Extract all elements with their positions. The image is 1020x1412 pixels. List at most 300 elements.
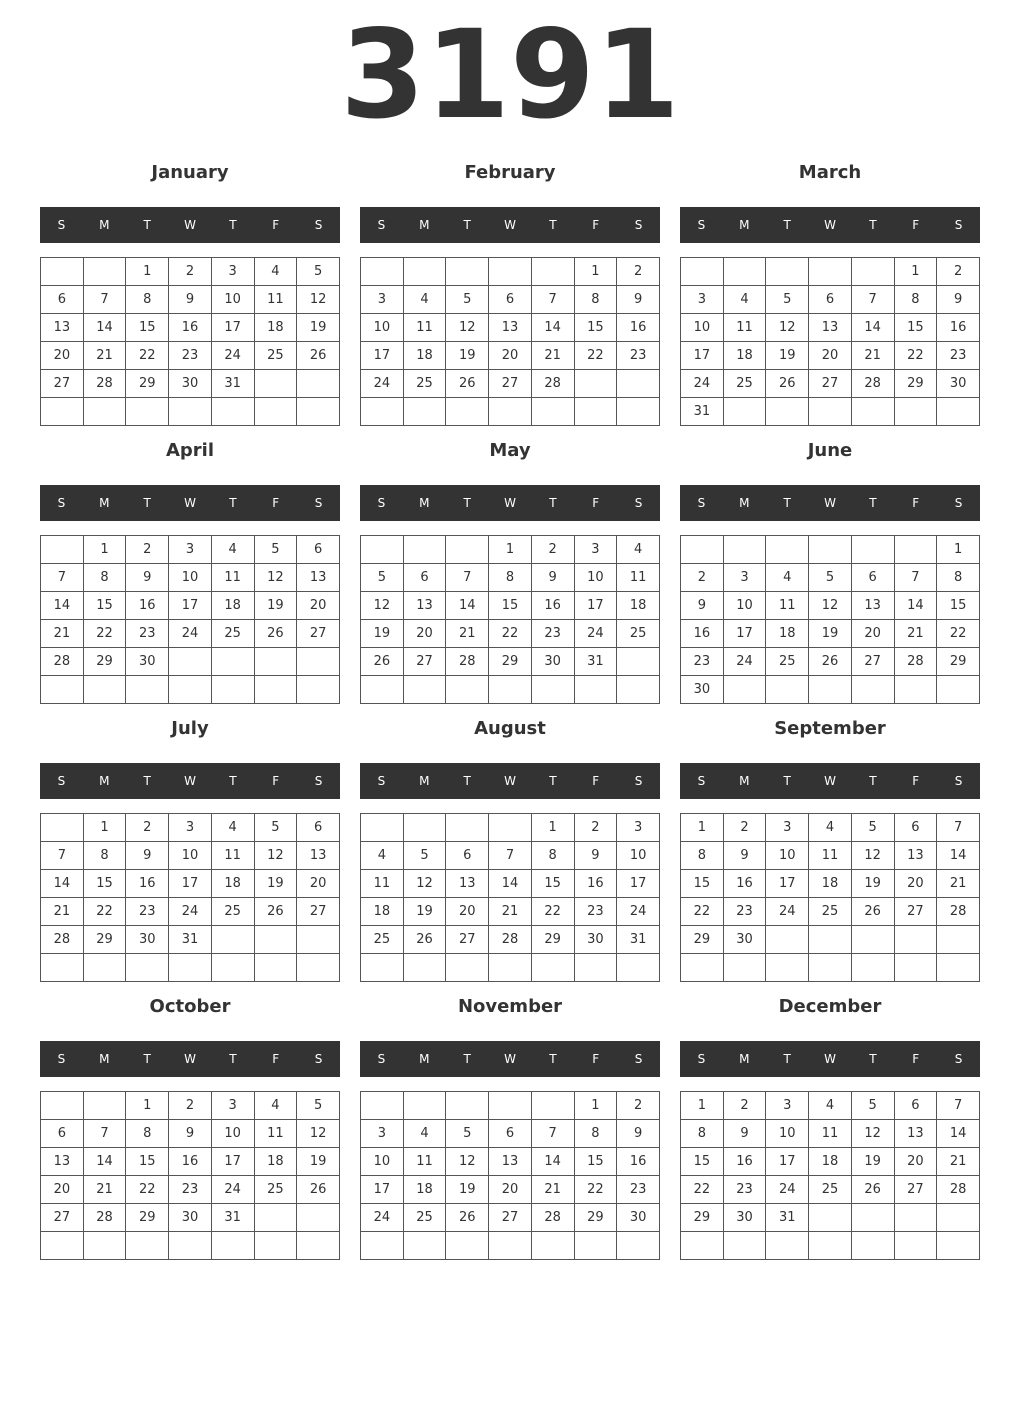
week-row	[361, 370, 660, 398]
day-cell: 25	[211, 898, 254, 926]
day-cell: 28	[851, 370, 894, 398]
day-cell: 25	[403, 370, 446, 398]
day-cell: 10	[211, 286, 254, 314]
day-cell: 15	[489, 592, 532, 620]
day-cell: 5	[766, 286, 809, 314]
day-cell	[617, 676, 660, 704]
day-cell: 12	[297, 1120, 340, 1148]
weekday-label: T	[783, 774, 791, 788]
day-cell: 4	[254, 258, 297, 286]
weekday-label: T	[869, 774, 877, 788]
week-row	[681, 648, 980, 676]
day-cell: 8	[126, 286, 169, 314]
day-cell	[41, 1232, 84, 1260]
week-row	[681, 592, 980, 620]
week-row	[41, 1148, 340, 1176]
day-cell: 20	[894, 870, 937, 898]
week-row	[361, 536, 660, 564]
day-cell: 8	[83, 564, 126, 592]
week-row	[41, 536, 340, 564]
day-cell: 24	[211, 342, 254, 370]
day-cell	[809, 1232, 852, 1260]
day-grid	[360, 1091, 660, 1260]
day-grid	[680, 535, 980, 704]
day-cell	[894, 676, 937, 704]
day-cell	[574, 1232, 617, 1260]
day-cell	[297, 1232, 340, 1260]
day-cell	[446, 954, 489, 982]
day-cell: 5	[446, 286, 489, 314]
day-cell: 8	[681, 1120, 724, 1148]
weekday-label: T	[143, 1052, 151, 1066]
month-name: July	[171, 718, 209, 739]
month-name: December	[778, 996, 882, 1017]
weekday-header	[360, 207, 660, 243]
day-cell	[254, 1204, 297, 1232]
day-cell: 22	[83, 898, 126, 926]
day-cell: 22	[126, 342, 169, 370]
weekday-label: W	[184, 218, 196, 232]
weekday-label: S	[634, 774, 643, 788]
day-cell	[937, 926, 980, 954]
day-cell: 1	[894, 258, 937, 286]
weekday-label: T	[549, 774, 557, 788]
day-cell: 29	[681, 926, 724, 954]
day-cell: 11	[809, 1120, 852, 1148]
weekday-label: S	[57, 1052, 66, 1066]
day-cell: 29	[531, 926, 574, 954]
week-row	[41, 926, 340, 954]
week-row	[41, 258, 340, 286]
month-name: January	[151, 162, 229, 183]
day-cell	[169, 954, 212, 982]
weekday-label: S	[697, 496, 706, 510]
day-cell: 6	[809, 286, 852, 314]
day-cell	[617, 648, 660, 676]
day-cell: 14	[41, 870, 84, 898]
day-cell: 25	[809, 1176, 852, 1204]
day-cell: 7	[489, 842, 532, 870]
day-cell: 2	[126, 536, 169, 564]
day-cell: 2	[723, 1092, 766, 1120]
day-cell	[83, 676, 126, 704]
day-cell: 10	[169, 564, 212, 592]
day-grid	[360, 257, 660, 426]
day-cell: 30	[723, 1204, 766, 1232]
day-cell: 16	[617, 1148, 660, 1176]
day-cell: 8	[937, 564, 980, 592]
weekday-label: W	[184, 774, 196, 788]
weekday-label: T	[463, 1052, 471, 1066]
day-cell	[851, 1232, 894, 1260]
day-cell: 28	[894, 648, 937, 676]
week-row	[41, 1092, 340, 1120]
day-cell: 22	[126, 1176, 169, 1204]
day-cell: 23	[574, 898, 617, 926]
day-cell: 10	[681, 314, 724, 342]
day-cell	[574, 370, 617, 398]
day-cell: 14	[937, 1120, 980, 1148]
day-cell: 11	[361, 870, 404, 898]
day-cell: 10	[211, 1120, 254, 1148]
weekday-label: S	[634, 218, 643, 232]
month-name: November	[457, 996, 563, 1017]
day-cell	[489, 814, 532, 842]
day-cell: 3	[766, 814, 809, 842]
week-row	[361, 258, 660, 286]
week-row	[361, 676, 660, 704]
week-row	[41, 398, 340, 426]
day-cell: 13	[894, 1120, 937, 1148]
week-row	[361, 954, 660, 982]
weekday-label: M	[419, 1052, 430, 1066]
day-cell	[126, 398, 169, 426]
week-row	[681, 898, 980, 926]
day-cell: 1	[126, 1092, 169, 1120]
day-cell: 7	[83, 286, 126, 314]
day-cell	[254, 676, 297, 704]
day-cell: 21	[489, 898, 532, 926]
day-cell: 20	[894, 1148, 937, 1176]
day-cell	[83, 1232, 126, 1260]
week-row	[41, 814, 340, 842]
day-cell: 10	[361, 314, 404, 342]
day-cell: 1	[489, 536, 532, 564]
day-cell	[361, 536, 404, 564]
day-cell: 20	[489, 342, 532, 370]
day-cell	[723, 954, 766, 982]
day-cell: 9	[723, 842, 766, 870]
day-cell: 18	[766, 620, 809, 648]
day-cell: 26	[766, 370, 809, 398]
week-row	[681, 564, 980, 592]
weekday-header	[680, 763, 980, 799]
day-cell	[809, 536, 852, 564]
day-cell: 22	[681, 1176, 724, 1204]
day-cell: 6	[41, 1120, 84, 1148]
week-row	[41, 898, 340, 926]
day-cell: 26	[403, 926, 446, 954]
day-cell: 24	[169, 898, 212, 926]
day-cell: 12	[361, 592, 404, 620]
day-cell: 3	[211, 258, 254, 286]
day-cell: 24	[169, 620, 212, 648]
day-cell: 12	[297, 286, 340, 314]
weekday-header	[40, 763, 340, 799]
day-cell	[851, 676, 894, 704]
day-cell: 8	[126, 1120, 169, 1148]
weekday-label: W	[504, 496, 516, 510]
day-cell	[446, 814, 489, 842]
day-cell	[83, 398, 126, 426]
weekday-label: S	[314, 1052, 323, 1066]
day-cell: 2	[126, 814, 169, 842]
day-cell: 21	[531, 342, 574, 370]
week-row	[361, 926, 660, 954]
week-row	[681, 814, 980, 842]
day-cell: 30	[126, 648, 169, 676]
day-cell: 30	[169, 370, 212, 398]
day-cell: 18	[809, 1148, 852, 1176]
day-cell: 16	[574, 870, 617, 898]
day-cell	[851, 398, 894, 426]
day-cell: 27	[297, 898, 340, 926]
day-cell: 12	[446, 1148, 489, 1176]
day-cell	[361, 398, 404, 426]
weekday-label: W	[184, 1052, 196, 1066]
day-cell: 18	[809, 870, 852, 898]
day-cell: 21	[41, 898, 84, 926]
week-row	[41, 620, 340, 648]
day-cell	[361, 1092, 404, 1120]
day-cell: 15	[894, 314, 937, 342]
day-cell: 26	[851, 1176, 894, 1204]
day-cell: 23	[169, 1176, 212, 1204]
weekday-header	[40, 485, 340, 521]
day-cell: 9	[723, 1120, 766, 1148]
weekday-label: W	[824, 774, 836, 788]
day-cell: 24	[681, 370, 724, 398]
day-cell: 12	[809, 592, 852, 620]
week-row	[681, 258, 980, 286]
day-cell: 13	[41, 1148, 84, 1176]
weekday-label: T	[869, 1052, 877, 1066]
day-cell	[254, 648, 297, 676]
day-cell: 11	[809, 842, 852, 870]
day-cell	[41, 1092, 84, 1120]
weekday-label: T	[229, 1052, 237, 1066]
day-cell: 1	[83, 814, 126, 842]
day-cell: 26	[446, 1204, 489, 1232]
day-cell	[211, 1232, 254, 1260]
day-cell: 16	[937, 314, 980, 342]
day-cell	[574, 954, 617, 982]
day-cell: 19	[446, 1176, 489, 1204]
weekday-label: T	[783, 496, 791, 510]
weekday-label: M	[419, 218, 430, 232]
day-cell	[766, 1232, 809, 1260]
day-cell: 13	[446, 870, 489, 898]
weekday-header	[680, 485, 980, 521]
weekday-label: M	[99, 218, 110, 232]
day-cell: 24	[766, 898, 809, 926]
day-cell	[446, 1232, 489, 1260]
weekday-label: F	[912, 218, 920, 232]
weekday-label: T	[229, 774, 237, 788]
day-cell: 25	[361, 926, 404, 954]
week-row	[681, 870, 980, 898]
day-cell	[169, 398, 212, 426]
day-cell: 10	[574, 564, 617, 592]
day-cell	[41, 536, 84, 564]
day-cell	[361, 676, 404, 704]
day-cell	[894, 926, 937, 954]
day-cell	[894, 1232, 937, 1260]
day-cell: 15	[681, 1148, 724, 1176]
day-cell: 1	[574, 1092, 617, 1120]
day-cell	[403, 954, 446, 982]
day-cell: 16	[169, 1148, 212, 1176]
weekday-label: S	[697, 1052, 706, 1066]
day-cell: 25	[254, 342, 297, 370]
day-cell	[83, 954, 126, 982]
day-cell	[489, 258, 532, 286]
weekday-label: S	[314, 496, 323, 510]
day-cell: 17	[169, 592, 212, 620]
day-cell: 23	[617, 342, 660, 370]
day-cell	[723, 258, 766, 286]
day-cell: 13	[809, 314, 852, 342]
day-cell	[446, 536, 489, 564]
day-cell: 5	[809, 564, 852, 592]
day-cell	[681, 536, 724, 564]
week-row	[681, 1148, 980, 1176]
weekday-label: M	[99, 496, 110, 510]
day-cell: 29	[894, 370, 937, 398]
day-cell	[723, 1232, 766, 1260]
day-grid	[680, 1091, 980, 1260]
day-cell	[766, 954, 809, 982]
weekday-label: S	[954, 1052, 963, 1066]
day-cell: 18	[254, 1148, 297, 1176]
day-cell: 19	[766, 342, 809, 370]
day-cell: 11	[254, 1120, 297, 1148]
day-cell	[681, 258, 724, 286]
weekday-label: F	[272, 218, 280, 232]
day-cell: 22	[681, 898, 724, 926]
week-row	[41, 1232, 340, 1260]
day-cell: 19	[851, 870, 894, 898]
day-cell: 6	[41, 286, 84, 314]
day-cell: 12	[446, 314, 489, 342]
weekday-label: F	[272, 774, 280, 788]
day-cell: 27	[489, 370, 532, 398]
day-cell: 6	[894, 1092, 937, 1120]
day-cell: 4	[723, 286, 766, 314]
week-row	[41, 564, 340, 592]
weekday-label: T	[143, 218, 151, 232]
weekday-label: T	[143, 496, 151, 510]
day-cell: 14	[531, 314, 574, 342]
day-grid	[40, 257, 340, 426]
day-cell	[894, 536, 937, 564]
day-cell: 18	[211, 870, 254, 898]
day-cell	[41, 954, 84, 982]
weekday-label: F	[592, 1052, 600, 1066]
day-cell: 15	[681, 870, 724, 898]
day-cell: 6	[446, 842, 489, 870]
day-cell	[297, 926, 340, 954]
weekday-label: F	[912, 774, 920, 788]
day-cell: 24	[723, 648, 766, 676]
day-cell: 28	[937, 898, 980, 926]
day-cell: 26	[297, 342, 340, 370]
day-cell: 20	[297, 870, 340, 898]
day-cell: 5	[297, 1092, 340, 1120]
day-cell	[254, 398, 297, 426]
day-cell: 24	[766, 1176, 809, 1204]
day-cell: 31	[617, 926, 660, 954]
week-row	[681, 926, 980, 954]
weekday-label: M	[419, 496, 430, 510]
day-cell: 30	[531, 648, 574, 676]
day-cell: 17	[211, 314, 254, 342]
weekday-label: T	[229, 496, 237, 510]
day-cell	[211, 648, 254, 676]
day-cell	[531, 258, 574, 286]
day-cell: 28	[937, 1176, 980, 1204]
day-cell	[809, 676, 852, 704]
day-cell	[41, 676, 84, 704]
day-cell: 14	[83, 314, 126, 342]
weekday-label: S	[954, 496, 963, 510]
day-cell: 5	[851, 814, 894, 842]
day-cell	[361, 258, 404, 286]
day-cell: 15	[83, 592, 126, 620]
day-cell: 28	[489, 926, 532, 954]
weekday-label: W	[504, 1052, 516, 1066]
day-cell	[489, 398, 532, 426]
day-cell: 5	[446, 1120, 489, 1148]
day-cell: 18	[403, 342, 446, 370]
day-cell: 11	[617, 564, 660, 592]
day-cell: 1	[681, 1092, 724, 1120]
day-cell: 9	[531, 564, 574, 592]
day-cell: 2	[617, 1092, 660, 1120]
day-cell: 4	[766, 564, 809, 592]
day-cell: 29	[489, 648, 532, 676]
day-cell: 9	[617, 1120, 660, 1148]
day-cell: 22	[574, 342, 617, 370]
day-cell	[531, 676, 574, 704]
day-cell	[766, 536, 809, 564]
month-name: March	[798, 162, 862, 183]
weekday-label: M	[99, 1052, 110, 1066]
weekday-label: M	[739, 218, 750, 232]
weekday-label: S	[377, 774, 386, 788]
day-cell: 30	[169, 1204, 212, 1232]
day-cell	[809, 954, 852, 982]
day-cell	[617, 1232, 660, 1260]
day-cell: 20	[297, 592, 340, 620]
day-cell: 20	[403, 620, 446, 648]
day-cell: 3	[361, 1120, 404, 1148]
day-cell: 8	[574, 286, 617, 314]
weekday-header	[360, 763, 660, 799]
day-cell: 17	[723, 620, 766, 648]
day-cell	[403, 258, 446, 286]
week-row	[41, 286, 340, 314]
day-cell: 25	[723, 370, 766, 398]
week-row	[41, 648, 340, 676]
day-cell: 15	[126, 314, 169, 342]
day-cell: 26	[254, 898, 297, 926]
day-cell: 21	[446, 620, 489, 648]
day-cell: 9	[126, 564, 169, 592]
day-cell: 7	[446, 564, 489, 592]
day-cell	[41, 258, 84, 286]
day-cell	[254, 926, 297, 954]
week-row	[361, 592, 660, 620]
day-cell: 11	[211, 564, 254, 592]
weekday-label: F	[912, 496, 920, 510]
week-row	[361, 870, 660, 898]
day-cell: 25	[211, 620, 254, 648]
day-cell: 10	[169, 842, 212, 870]
day-cell: 19	[361, 620, 404, 648]
day-cell: 23	[681, 648, 724, 676]
day-cell: 17	[169, 870, 212, 898]
